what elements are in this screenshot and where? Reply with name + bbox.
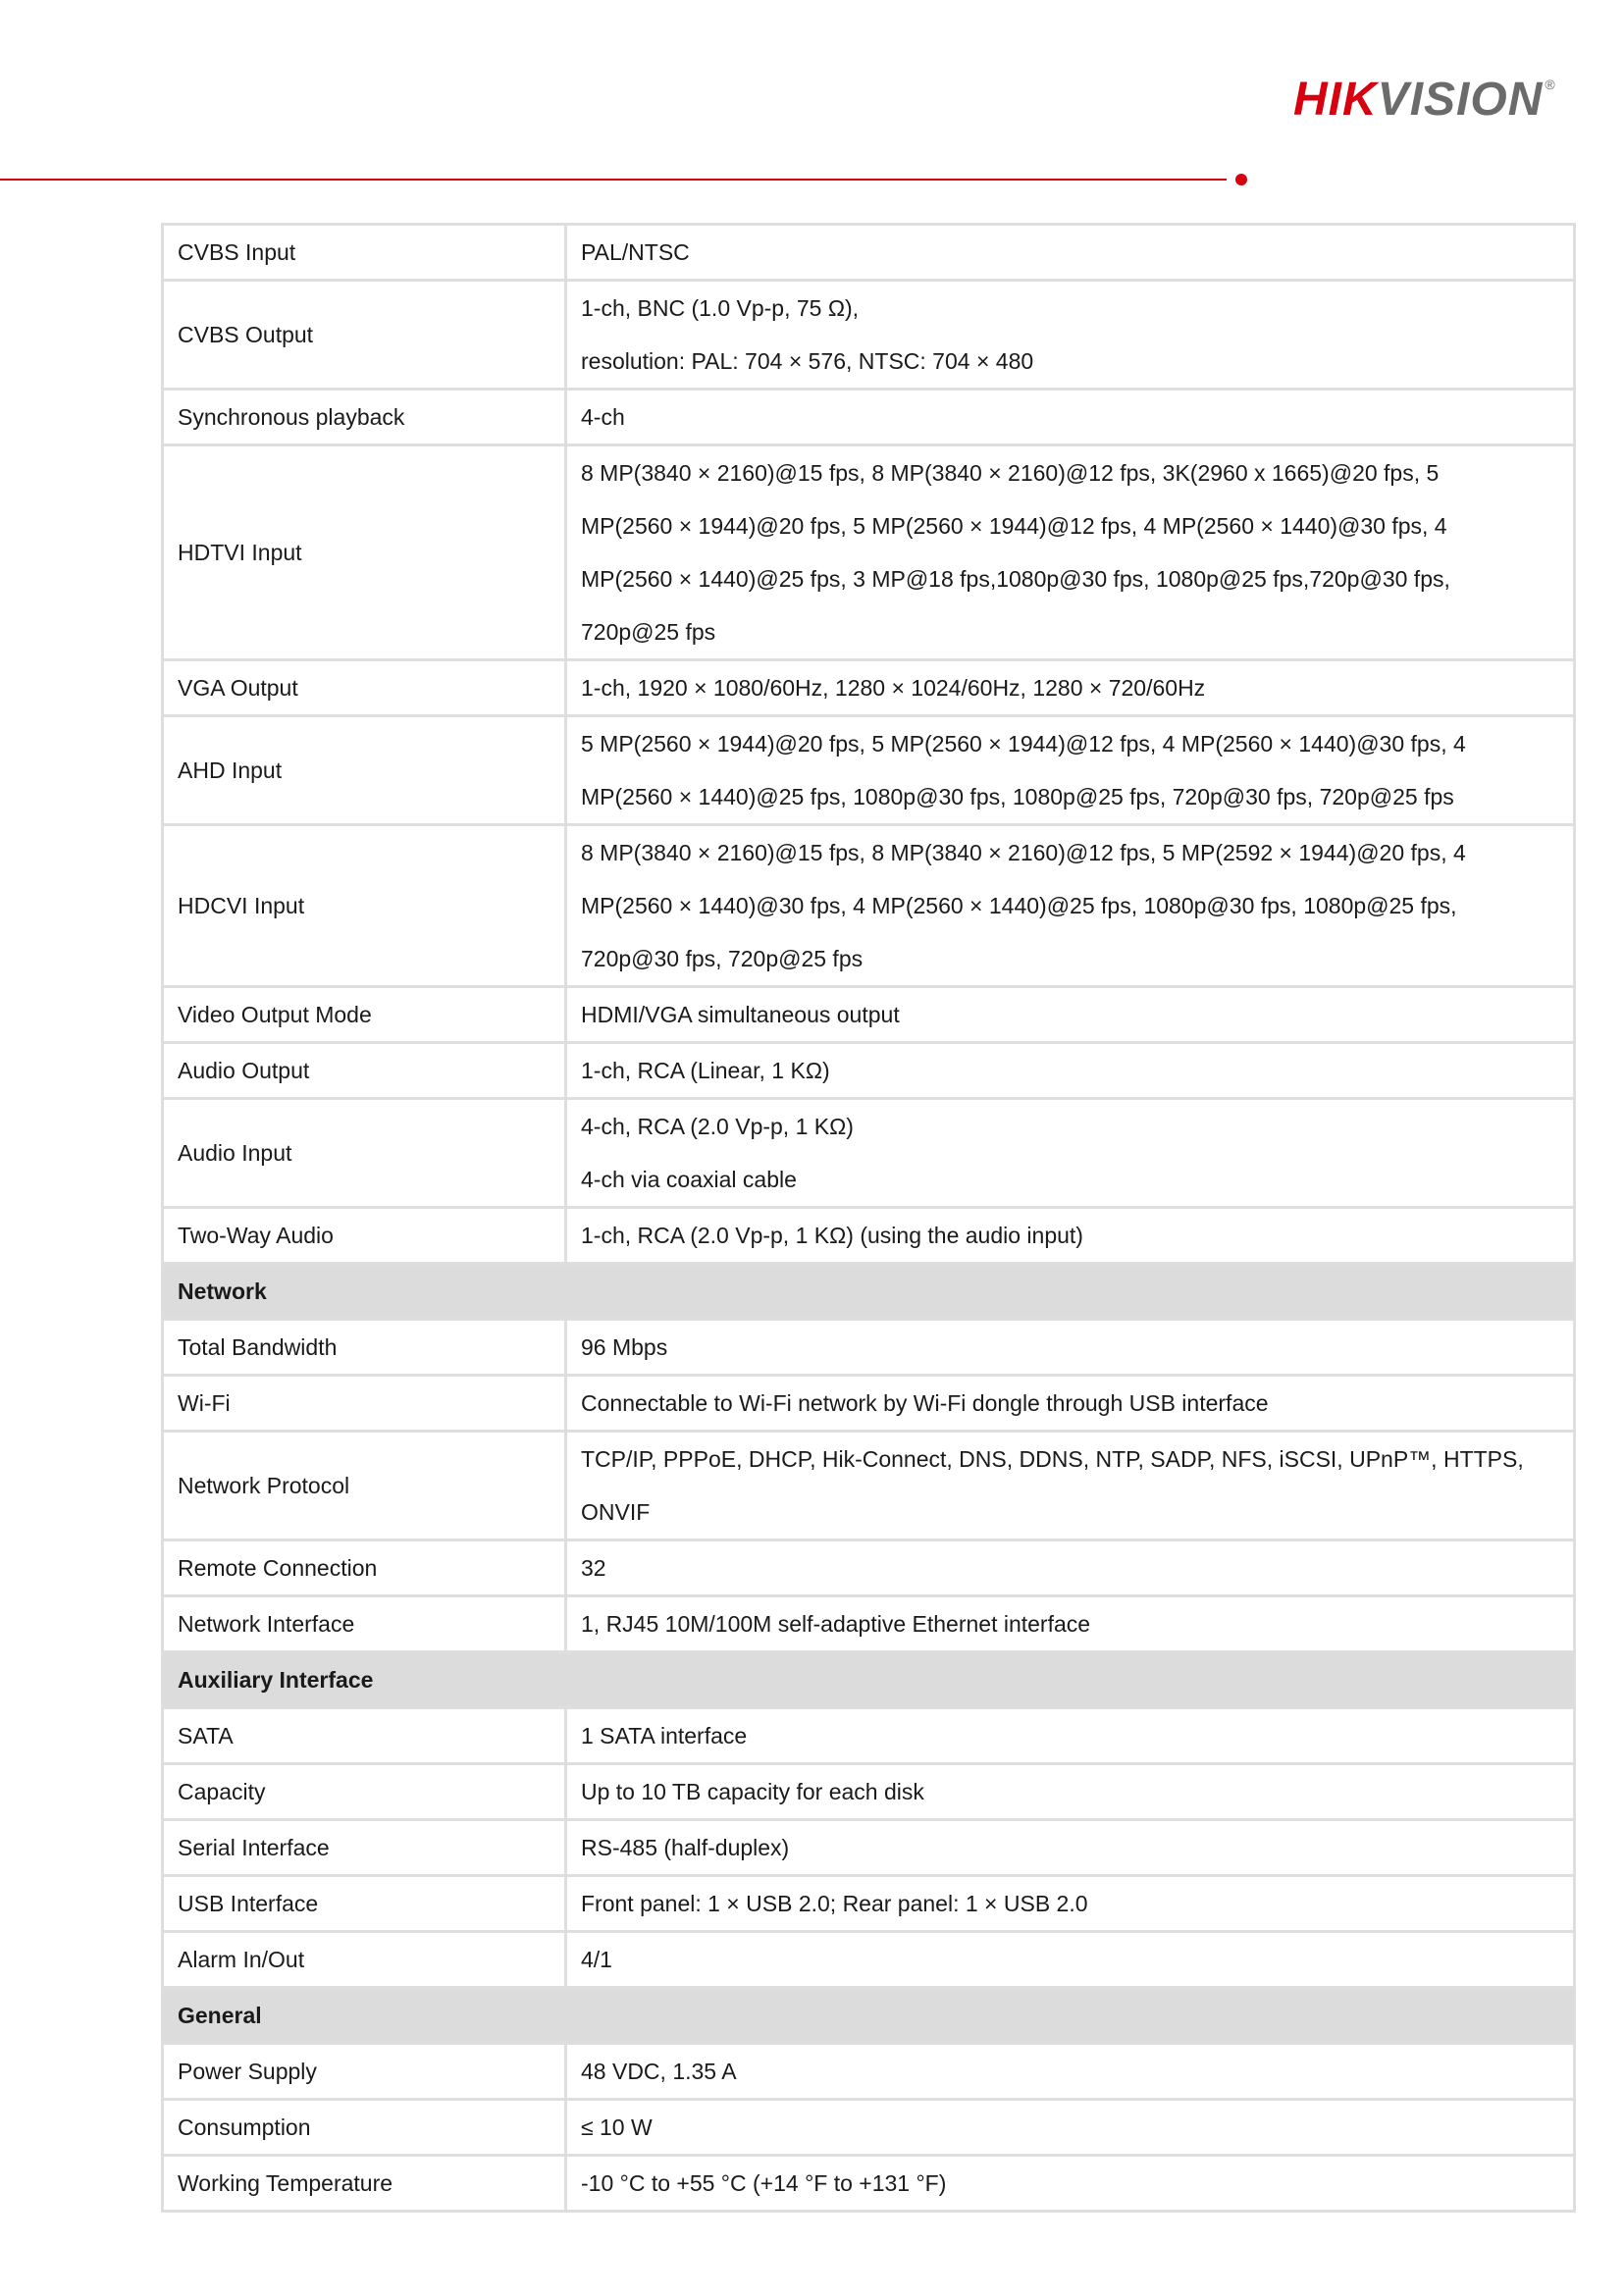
spec-value	[566, 2156, 1575, 2212]
table-row	[163, 1876, 1575, 1932]
table-row	[163, 281, 1575, 390]
spec-label: Total Bandwidth	[163, 1320, 566, 1376]
spec-value-line: MP(2560 × 1440)@25 fps, 1080p@30 fps, 1080p@25 fps, 720p@30 fps, 720p@25 fps	[581, 784, 1454, 809]
brand-logo-reg: ®	[1545, 77, 1556, 92]
section-header-row	[163, 1652, 1575, 1708]
table-row	[163, 1099, 1575, 1208]
spec-table	[161, 223, 1576, 2213]
spec-label: Video Output Mode	[163, 987, 566, 1043]
table-row	[163, 716, 1575, 825]
spec-label: Remote Connection	[163, 1540, 566, 1596]
spec-value-line: 720p@25 fps	[581, 619, 716, 645]
spec-value-line: 48 VDC, 1.35 A	[581, 2059, 737, 2084]
spec-label: Synchronous playback	[163, 390, 566, 445]
spec-label: Capacity	[163, 1764, 566, 1820]
table-row	[163, 445, 1575, 660]
spec-value-line: 1 SATA interface	[581, 1723, 748, 1748]
table-row	[163, 660, 1575, 716]
spec-value	[566, 1208, 1575, 1264]
spec-value-line: Up to 10 TB capacity for each disk	[581, 1779, 924, 1804]
spec-label: Working Temperature	[163, 2156, 566, 2212]
spec-value	[566, 1540, 1575, 1596]
spec-value-line: TCP/IP, PPPoE, DHCP, Hik-Connect, DNS, DDNS, NTP, SADP, NFS, iSCSI, UPnP™, HTTPS,	[581, 1446, 1524, 1472]
spec-value-line: 1-ch, RCA (Linear, 1 KΩ)	[581, 1058, 830, 1083]
table-row	[163, 1432, 1575, 1540]
section-title: Network	[163, 1264, 1575, 1320]
spec-value	[566, 1099, 1575, 1208]
spec-label: Network Protocol	[163, 1432, 566, 1540]
table-row	[163, 390, 1575, 445]
table-row	[163, 1208, 1575, 1264]
spec-label: AHD Input	[163, 716, 566, 825]
spec-value	[566, 390, 1575, 445]
spec-value-line: 4-ch, RCA (2.0 Vp-p, 1 KΩ)	[581, 1114, 854, 1139]
spec-value	[566, 2100, 1575, 2156]
spec-label: Alarm In/Out	[163, 1932, 566, 1988]
spec-value	[566, 1376, 1575, 1432]
spec-label: CVBS Output	[163, 281, 566, 390]
table-row	[163, 2100, 1575, 2156]
spec-label: Audio Output	[163, 1043, 566, 1099]
spec-value-line: Connectable to Wi-Fi network by Wi-Fi dongle through USB interface	[581, 1390, 1269, 1416]
table-row	[163, 225, 1575, 281]
table-row	[163, 1764, 1575, 1820]
table-row	[163, 1043, 1575, 1099]
spec-label: USB Interface	[163, 1876, 566, 1932]
spec-value-line: RS-485 (half-duplex)	[581, 1835, 790, 1860]
table-row	[163, 2156, 1575, 2212]
table-row	[163, 2044, 1575, 2100]
spec-label: HDCVI Input	[163, 825, 566, 987]
spec-value-line: 1, RJ45 10M/100M self-adaptive Ethernet interface	[581, 1611, 1091, 1637]
spec-value	[566, 281, 1575, 390]
spec-value-line: 720p@30 fps, 720p@25 fps	[581, 946, 864, 971]
spec-label: SATA	[163, 1708, 566, 1764]
spec-value	[566, 445, 1575, 660]
spec-value	[566, 1708, 1575, 1764]
spec-value-line: HDMI/VGA simultaneous output	[581, 1002, 900, 1027]
spec-value-line: 4-ch	[581, 404, 625, 430]
brand-logo-part1: HIK	[1293, 74, 1378, 126]
spec-label: CVBS Input	[163, 225, 566, 281]
spec-label: Two-Way Audio	[163, 1208, 566, 1264]
table-row	[163, 1376, 1575, 1432]
spec-label: HDTVI Input	[163, 445, 566, 660]
table-row	[163, 1320, 1575, 1376]
spec-value-line: -10 °C to +55 °C (+14 °F to +131 °F)	[581, 2170, 947, 2196]
spec-value-line: ≤ 10 W	[581, 2114, 653, 2140]
spec-value	[566, 1876, 1575, 1932]
spec-label: Wi-Fi	[163, 1376, 566, 1432]
spec-table-body	[163, 225, 1575, 2212]
spec-value-line: 4/1	[581, 1947, 612, 1972]
spec-value-line: 32	[581, 1555, 606, 1581]
spec-value	[566, 716, 1575, 825]
table-row	[163, 1708, 1575, 1764]
spec-value	[566, 1932, 1575, 1988]
spec-value-line: MP(2560 × 1440)@30 fps, 4 MP(2560 × 1440)@25 fps, 1080p@30 fps, 1080p@25 fps,	[581, 893, 1457, 918]
spec-label: Power Supply	[163, 2044, 566, 2100]
spec-value-line: 8 MP(3840 × 2160)@15 fps, 8 MP(3840 × 2160)@12 fps, 5 MP(2592 × 1944)@20 fps, 4	[581, 840, 1466, 865]
spec-value	[566, 225, 1575, 281]
brand-logo	[1293, 71, 1556, 130]
spec-value-line: resolution: PAL: 704 × 576, NTSC: 704 × 480	[581, 348, 1034, 374]
spec-value	[566, 660, 1575, 716]
spec-value	[566, 1596, 1575, 1652]
header-rule	[0, 179, 1227, 181]
spec-value-line: Front panel: 1 × USB 2.0; Rear panel: 1 × USB 2.0	[581, 1891, 1088, 1916]
spec-value-line: PAL/NTSC	[581, 239, 690, 265]
spec-value	[566, 2044, 1575, 2100]
header-rule-dot	[1235, 174, 1247, 185]
spec-value	[566, 1043, 1575, 1099]
spec-value	[566, 1820, 1575, 1876]
spec-value-line: 96 Mbps	[581, 1334, 668, 1360]
table-row	[163, 1820, 1575, 1876]
table-row	[163, 825, 1575, 987]
spec-value	[566, 825, 1575, 987]
spec-value-line: 5 MP(2560 × 1944)@20 fps, 5 MP(2560 × 1944)@12 fps, 4 MP(2560 × 1440)@30 fps, 4	[581, 731, 1466, 757]
spec-value-line: 1-ch, 1920 × 1080/60Hz, 1280 × 1024/60Hz, 1280 × 720/60Hz	[581, 675, 1206, 701]
spec-label: Network Interface	[163, 1596, 566, 1652]
spec-value-line: 8 MP(3840 × 2160)@15 fps, 8 MP(3840 × 2160)@12 fps, 3K(2960 x 1665)@20 fps, 5	[581, 460, 1440, 486]
spec-value	[566, 1432, 1575, 1540]
section-header-row	[163, 1988, 1575, 2044]
spec-value-line: 1-ch, BNC (1.0 Vp-p, 75 Ω),	[581, 295, 860, 321]
spec-value-line: 1-ch, RCA (2.0 Vp-p, 1 KΩ) (using the audio input)	[581, 1223, 1083, 1248]
spec-label: VGA Output	[163, 660, 566, 716]
section-header-row	[163, 1264, 1575, 1320]
section-title: General	[163, 1988, 1575, 2044]
spec-label: Audio Input	[163, 1099, 566, 1208]
spec-label: Serial Interface	[163, 1820, 566, 1876]
table-row	[163, 987, 1575, 1043]
section-title: Auxiliary Interface	[163, 1652, 1575, 1708]
spec-value-line: 4-ch via coaxial cable	[581, 1167, 797, 1192]
spec-value-line: ONVIF	[581, 1499, 651, 1525]
spec-value	[566, 1764, 1575, 1820]
spec-value	[566, 1320, 1575, 1376]
spec-value-line: MP(2560 × 1944)@20 fps, 5 MP(2560 × 1944)@12 fps, 4 MP(2560 × 1440)@30 fps, 4	[581, 513, 1447, 539]
spec-value-line: MP(2560 × 1440)@25 fps, 3 MP@18 fps,1080p@30 fps, 1080p@25 fps,720p@30 fps,	[581, 566, 1450, 592]
table-row	[163, 1596, 1575, 1652]
brand-logo-part2: VISION	[1377, 74, 1544, 126]
spec-label: Consumption	[163, 2100, 566, 2156]
spec-value	[566, 987, 1575, 1043]
table-row	[163, 1540, 1575, 1596]
table-row	[163, 1932, 1575, 1988]
